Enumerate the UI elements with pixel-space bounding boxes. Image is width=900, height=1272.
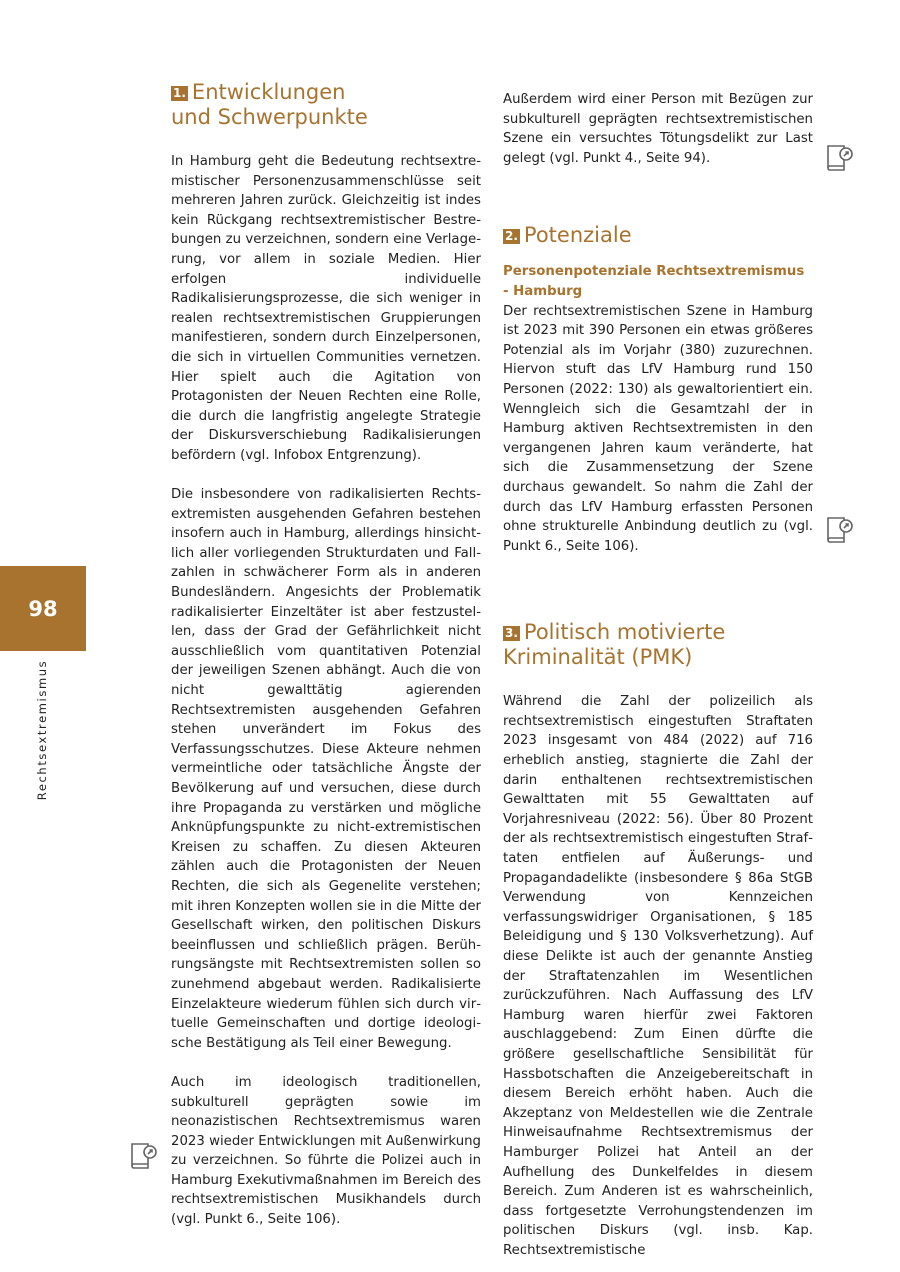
page-number-tab <box>0 566 86 651</box>
paragraph-pmk: Während die Zahl der polizeilich als rechtsextremistisch eingestuften Straftaten 2023 insgesamt von 484 (2022) auf 716 erheblich anstieg, stagnierte die Zahl der darin enthaltenen rechtsextremistischen Gewalttaten mit 55 Gewalttaten auf Vorjahresniveau (2022: 56). Über 80 Prozent der als rechtsextremistisch eingestuften Straftaten entfielen auf Äußerungs- und Propagandadelikte (insbesondere § 86a StGB Verwendung von Kennzeichen verfassungswidriger Organisationen, § 185 Beleidigung und § 130 Volksverhetzung). Auf diese Delikte ist auch der genannte Anstieg der Straftatenzahlen im Wesentlichen zurückzuführen. Nach Auffassung des LfV Hamburg waren hierfür zwei Faktoren auschlaggebend: Zum Einen dürfte die größere gesellschaftliche Sensibilität für Hassbotschaften die Anzeigebereitschaft in diesem Bereich erhöht haben. Auch die Akzeptanz von Meldestellen wie die Zentrale Hinweisaufnahme Rechtsextremismus der Hamburger Polizei hat Anteil an der Aufhellung des Dunkelfeldes in diesem Bereich. Zum Anderen ist es wahrscheinlich, dass fortgesetzte Verrohungstendenzen im politischen Diskurs (vgl. insb. Kap. Rechtsextremistische <box>503 694 813 1258</box>
section-1-number: 1. <box>173 86 186 100</box>
paragraph-potenziale: Der rechtsextremistischen Szene in Hamburg ist 2023 mit 390 Personen ein etwas größeres Potenzial als im Vorjahr (380) zuzurechnen. Hiervon stuft das LfV Hamburg rund 150 Personen (2022: 130) als gewaltorientiert ein. Wenngleich sich die Gesamtzahl der in Hamburg aktiven Rechtsextremisten in den vergangenen Jahren kaum veränderte, hat sich die Zusammensetzung der Szene durchaus gewandelt. So nahm die Zahl der durch das LfV Hamburg erfassten Personen ohne strukturelle Anbindung deutlich zu (vgl. Punkt 6., Seite 106). <box>503 303 813 554</box>
document-link-icon[interactable] <box>824 514 856 548</box>
page-number: 98 <box>28 596 58 621</box>
section-1-heading <box>171 80 481 130</box>
paragraph-1: In Hamburg geht die Bedeutung rechtsextremistischer Personenzusammenschlüsse seit mehreren Jahren zurück. Gleichzeitig ist indes kein Rückgang rechtsextremistischer Bestrebungen zu verzeichnen, sondern eine Verlagerung, vor allem in soziale Medien. Hier erfolgen individuelle Radikalisierungsprozesse, die sich weniger in realen rechtsextremistischen Gruppierungen manifestieren, sondern durch Einzelpersonen, die sich in virtuellen Communities vernetzen. Hier spielt auch die Agitation von Protagonisten der Neuen Rechten eine Rolle, die durch die langfristig angelegte Strategie der Diskursverschiebung Radikalisierungen befördern (vgl. Infobox Entgrenzung). <box>171 154 481 463</box>
paragraph-continued: Außerdem wird einer Person mit Bezügen zur subkulturell geprägten rechtsextremistischen Szene ein versuchtes Tötungsdelikt zur Last gelegt (vgl. Punkt 4., Seite 94). <box>503 92 813 166</box>
section-3-title-line2: Kriminalität (PMK) <box>503 645 693 670</box>
section-2-number: 2. <box>505 229 518 244</box>
section-3-title-line1: Politisch motivierte <box>523 620 726 645</box>
document-link-icon[interactable] <box>824 142 856 176</box>
section-1-title-line2: und Schwerpunkte <box>171 105 368 129</box>
section-3-number: 3. <box>505 626 518 641</box>
section-1-title-line1: Entwicklungen <box>191 80 346 104</box>
chapter-side-label: Rechtsextremismus <box>35 659 49 801</box>
section-2-subheading: Personenpotenziale Rechtsextremismus - Hamburg <box>503 264 805 299</box>
document-link-icon[interactable] <box>128 1140 160 1174</box>
section-3-heading <box>503 620 813 670</box>
paragraph-2: Die insbesondere von radikalisierten Rechtsextremisten ausgehenden Gefahren bestehen insofern auch in Hamburg, allerdings hinsichtlich aller vorliegenden Strukturdaten und Fallzahlen in schwächerer Form als in anderen Bundesländern. Angesichts der Problematik radikalisierter Einzeltäter ist aber festzustellen, dass der Grad der Gefährlichkeit nicht ausschließlich vom quantitativen Potenzial der jeweiligen Szenen abhängt. Auch die von nicht gewalttätig agierenden Rechtsextremisten ausgehenden Gefahren stehen unverändert im Fokus des Verfassungsschutzes. Diese Akteure nehmen vermeintliche oder tatsächliche Ängste der Bevölkerung auf und versuchen, diese durch ihre Propaganda zu verstärken und mögliche Anknüpfungspunkte zu nicht-extremistischen Kreisen zu schaffen. Zu diesen Akteuren zählen auch die Protagonisten der Neuen Rechten, die sich als Gegenelite verstehen; mit ihren Konzepten wollen sie in die Mitte der Gesellschaft wirken, den politischen Diskurs beeinflussen und schließlich prägen. Berührungsängste mit Rechtsextremisten sollen so zunehmend abgebaut werden. Radikalisierte Einzelakteure wiederum fühlen sich durch virtuelle Gemeinschaften und dortige ideologische Bestätigung als Teil einer Bewegung. <box>171 487 481 1051</box>
section-2-title: Potenziale <box>523 223 632 248</box>
section-2-heading <box>503 223 813 248</box>
paragraph-3: Auch im ideologisch traditionellen, subkulturell geprägten sowie im neonazistischen Rechtsextremismus waren 2023 wieder Entwicklungen mit Außenwirkung zu verzeichnen. So führte die Polizei auch in Hamburg Exekutivmaßnahmen im Bereich des rechtsextremistischen Musikhandels durch (vgl. Punkt 6., Seite 106). <box>171 1074 481 1228</box>
left-column <box>171 80 481 1230</box>
right-column <box>503 90 813 1261</box>
